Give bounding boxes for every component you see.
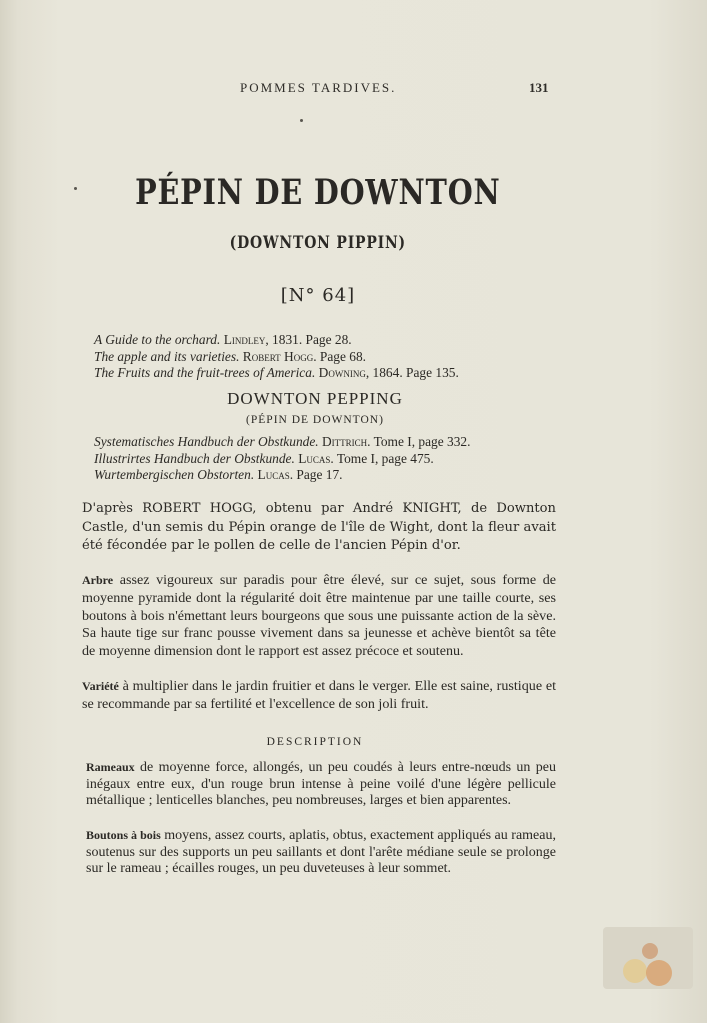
page-subtitle: (DOWNTON PIPPIN) [229, 233, 406, 253]
paragraph-lead: Variété [82, 679, 119, 693]
reference-detail: . Page 68. [313, 348, 367, 364]
reference-line [94, 332, 564, 349]
reference-author: Lucas [257, 467, 290, 482]
reference-line [94, 451, 564, 468]
reference-author: Downing [318, 365, 366, 380]
reference-author: Dittrich [321, 434, 368, 449]
reference-author: Robert Hogg [242, 348, 314, 364]
paragraph-text: moyens, assez courts, aplatis, obtus, exactement appliqués au rameau, soutenus sur des supports un peu saillants et dont l'arête médiane seule se prolonge sur le rameau ; écailles rouges, un peu duveteuses à leur sommet. [86, 828, 556, 876]
corner-thumbnail [603, 927, 693, 989]
reference-line [94, 349, 564, 366]
reference-work: Systematisches Handbuch der Obstkunde. [94, 434, 319, 449]
reference-line [94, 467, 564, 484]
reference-work: The apple and its varieties. [94, 348, 240, 364]
fruit-icon [603, 927, 693, 989]
reference-line [94, 365, 564, 382]
variety-paragraph [82, 678, 556, 714]
reference-work: The Fruits and the fruit-trees of America. [94, 365, 316, 380]
page-title: PÉPIN DE DOWNTON [135, 172, 501, 213]
paragraph-lead: Rameaux [86, 760, 135, 774]
reference-detail: . Tome I, page 332. [367, 434, 471, 449]
reference-detail: . Tome I, page 475. [330, 450, 434, 466]
reference-work: A Guide to the orchard. [94, 332, 221, 347]
paragraph-text: à multiplier dans le jardin fruitier et dans le verger. Elle est saine, rustique et se recommande par sa fertilité et l'excellence de son joli fruit. [82, 678, 556, 712]
reference-line [94, 434, 564, 451]
paragraph-text: de moyenne force, allongés, un peu coudés à leurs entre-nœuds un peu inégaux entre eux, d'un rouge brun intense à peine voilé d'une légère pellicule métallique ; lenticelles blanches, peu nombreuses, larges et bien apparentes. [86, 760, 556, 808]
description-heading: DESCRIPTION [266, 736, 364, 748]
references-english [94, 332, 564, 382]
page-number: 131 [529, 80, 549, 95]
ink-speck [300, 119, 303, 122]
running-head: POMMES TARDIVES. [240, 80, 397, 95]
references-german [94, 434, 564, 484]
reference-detail: . Page 17. [289, 467, 343, 482]
variety-number: [N° 64] [280, 285, 356, 306]
synonym-heading: DOWNTON PEPPING [227, 389, 403, 408]
reference-author: Lindley [223, 332, 266, 347]
paragraph-text: assez vigoureux sur paradis pour être élevé, sur ce sujet, sous forme de moyenne pyramide dont la régularité doit être maintenue par une taille courte, ses boutons à bois n'émettant leurs bourgeons que sous une puissante action de la sève. Sa haute tige sur franc pousse vivement dans sa jeunesse et achève bientôt sa tête de moyenne dimension dont le rapport est assez précoce et soutenu. [82, 572, 556, 660]
branches-paragraph [86, 759, 556, 810]
reference-detail: , 1864. Page 135. [365, 365, 459, 380]
origin-paragraph: D'après ROBERT HOGG, obtenu par André KNIGHT, de Downton Castle, d'un semis du Pépin orange de l'île de Wight, dont la fleur avait été fécondée par le pollen de celle de l'ancien Pépin d'or. [82, 501, 556, 553]
synonym-subheading: (PÉPIN DE DOWNTON) [246, 414, 384, 426]
paragraph-lead: Arbre [82, 573, 114, 587]
tree-paragraph [82, 572, 556, 661]
paragraph-lead: Boutons à bois [86, 828, 161, 842]
reference-work: Wurtembergischen Obstorten. [94, 467, 255, 482]
reference-author: Lucas [298, 450, 331, 466]
reference-work: Illustrirtes Handbuch der Obstkunde. [94, 450, 295, 466]
buds-paragraph [86, 827, 556, 878]
reference-detail: , 1831. Page 28. [265, 332, 352, 347]
